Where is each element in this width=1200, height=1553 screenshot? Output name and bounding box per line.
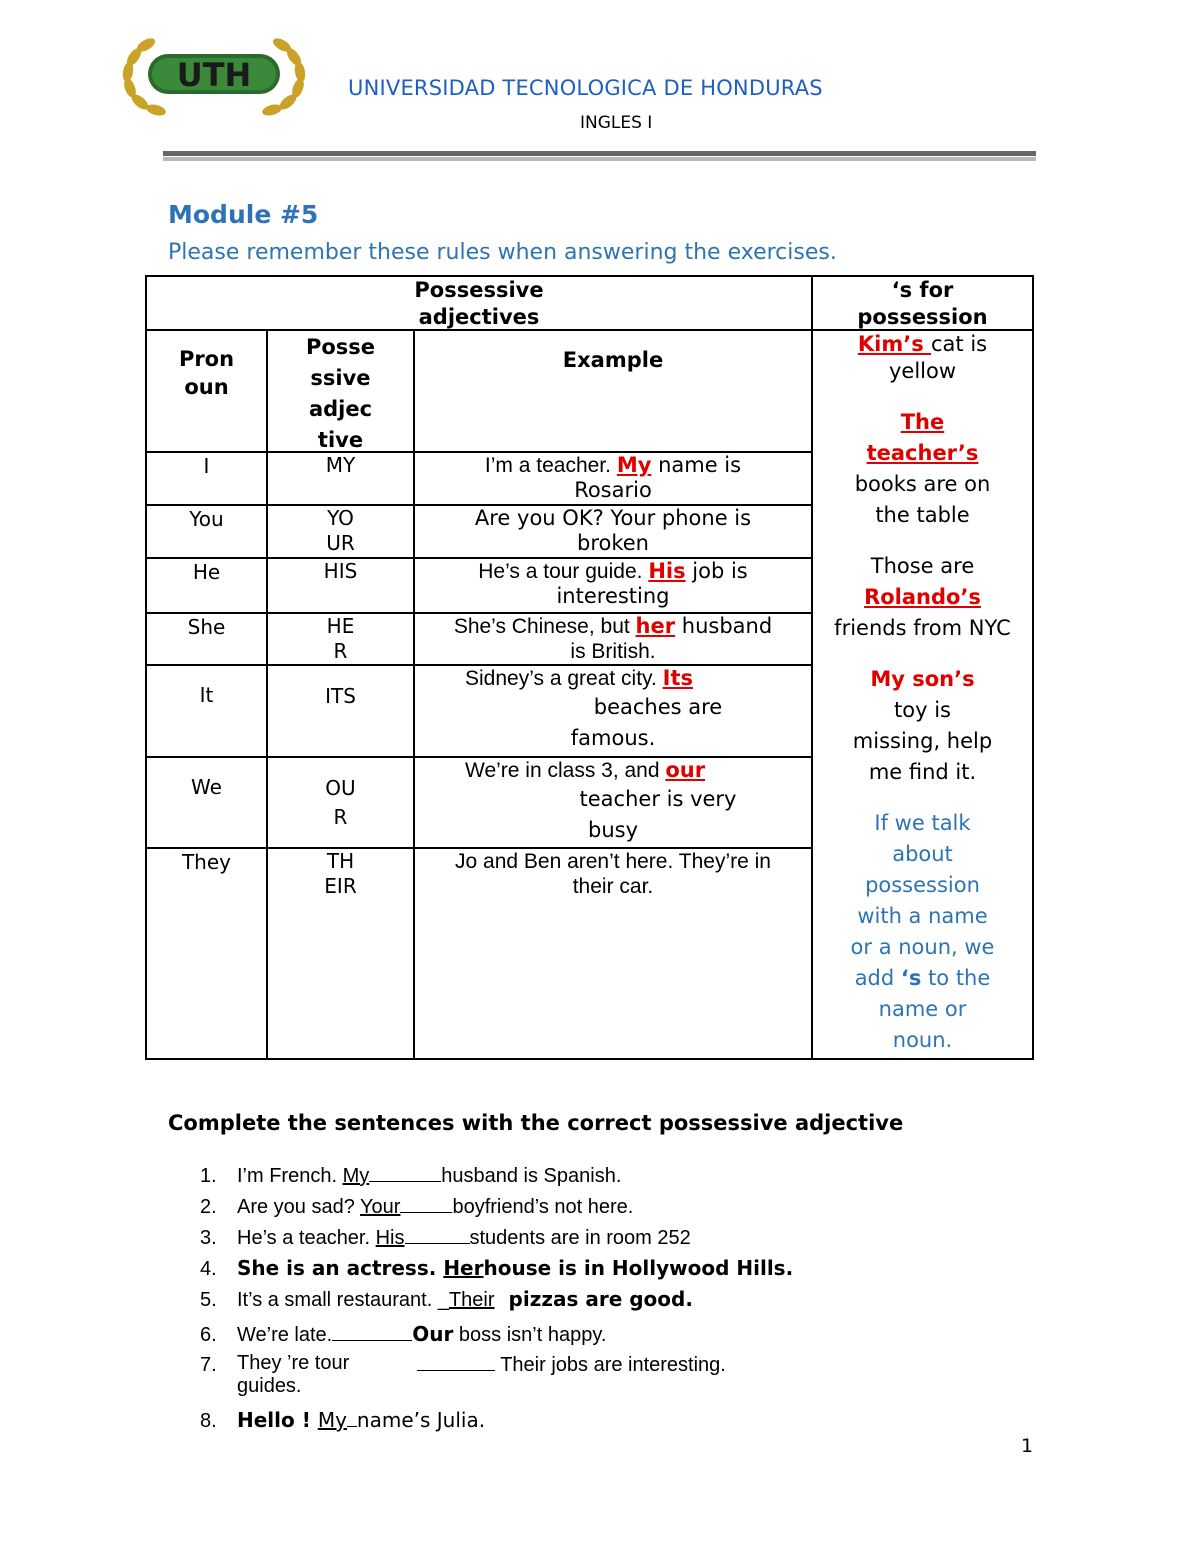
highlight-the: The [900,410,945,434]
uth-logo [116,30,312,120]
pronoun-cell: You [189,507,224,531]
page-number: 1 [1021,1435,1034,1457]
answer-text[interactable]: Your [360,1196,401,1218]
example-cell: She’s Chinese, but her husband is British. [453,614,773,663]
example-cell: Sidney’s a great city. Its beaches are famous. [465,666,723,750]
adjective-cell: HE R [326,614,355,663]
exercise-item: 1. I’m French. My husband is Spanish. [200,1165,622,1187]
exercise-item: 6. We’re late. Our boss isn’t happy. [200,1322,607,1346]
course-name: INGLES I [580,113,653,133]
adjective-cell: TH EIR [324,849,357,898]
pronoun-cell: I [203,454,210,478]
pronoun-cell: We [191,775,222,799]
example-cell: Are you OK? Your phone is broken [474,506,752,555]
adjective-cell: MY [325,453,356,477]
pronoun-cell: She [187,615,226,639]
header-rule [163,151,1036,156]
highlight-kims: Kim’s [857,332,932,356]
exercise-item: 8. Hello ! My name’s Julia. [200,1408,486,1432]
pronoun-cell: It [199,683,214,707]
highlight-rolandos: Rolando’s [864,585,981,609]
adjective-cell: OU R [325,776,356,829]
col-header-example: Example [562,348,664,372]
possessive-table [145,275,1034,1060]
highlight-my-sons: My son’s [870,667,975,691]
answer-text[interactable]: His [375,1227,405,1249]
answer-text[interactable]: Their [448,1289,495,1311]
example-cell: Jo and Ben aren’t here. They’re in their car. [455,850,771,898]
adjective-cell: YO UR [326,506,355,555]
highlight-word: Its [662,666,694,690]
col-header-possessive-adjective: Posse ssive adjec tive [305,335,376,452]
example-cell: We’re in class 3, and our teacher is very busy [465,758,737,842]
exercise-item: 2. Are you sad? Your boyfriend’s not here. [200,1196,634,1218]
highlight-word: our [665,758,706,782]
answer-text[interactable]: Her [443,1256,484,1280]
header-possessive-adjectives: Possessive adjectives [414,278,544,329]
header-s-possession: ‘s for possession [857,278,988,329]
exercise-item: 5. It’s a small restaurant. _Their pizzas are good. [200,1287,693,1311]
answer-blank[interactable] [405,1225,470,1244]
pronoun-cell: He [192,560,221,584]
svg-text:UTH: UTH [176,56,252,94]
header-rule-shadow [163,157,1036,161]
university-name: UNIVERSIDAD TECNOLOGICA DE HONDURAS [348,76,823,100]
example-cell: He’s a tour guide. His job is interesting [478,559,748,608]
answer-text[interactable]: My [317,1408,347,1432]
highlight-word: His [648,559,686,583]
highlight-word: her [635,614,676,638]
answer-text: Our [412,1322,454,1346]
answer-blank[interactable] [332,1322,412,1341]
exercise-item: 3. He’s a teacher. His students are in room 252 [200,1227,691,1249]
example-cell: I’m a teacher. My name is Rosario [484,453,742,502]
module-instruction: Please remember these rules when answering the exercises. [168,240,837,265]
answer-blank[interactable] [417,1352,495,1371]
pronoun-cell: They [181,850,232,874]
highlight-word: My [616,453,652,477]
answer-blank[interactable] [347,1408,357,1427]
exercise-item: 4. She is an actress. Herhouse is in Hollywood Hills. [200,1256,794,1280]
col-header-pronoun: Pron oun [178,347,235,399]
s-possession-examples: Kim’s cat is yellow The teacher’s books are on the table Those are Rolando’s friends from NYC My son’s toy is missing, help me find it. If we talk about possession with a name or a noun, we add ‘s to the name or noun. [813,331,1032,1056]
exercise-item: 7. They ’re tour guides. Their jobs are interesting. [200,1352,726,1397]
rule-note: If we talk about possession with a name or a noun, we add ‘s to the name or noun. [850,811,995,1052]
module-title: Module #5 [168,200,319,229]
highlight-teachers: teacher’s [866,441,979,465]
answer-blank[interactable] [369,1163,441,1182]
adjective-cell: HIS [323,559,358,583]
answer-text[interactable]: My [342,1165,370,1187]
adjective-cell: ITS [325,684,356,708]
exercise-title: Complete the sentences with the correct possessive adjective [168,1111,904,1135]
answer-blank[interactable] [400,1194,452,1213]
